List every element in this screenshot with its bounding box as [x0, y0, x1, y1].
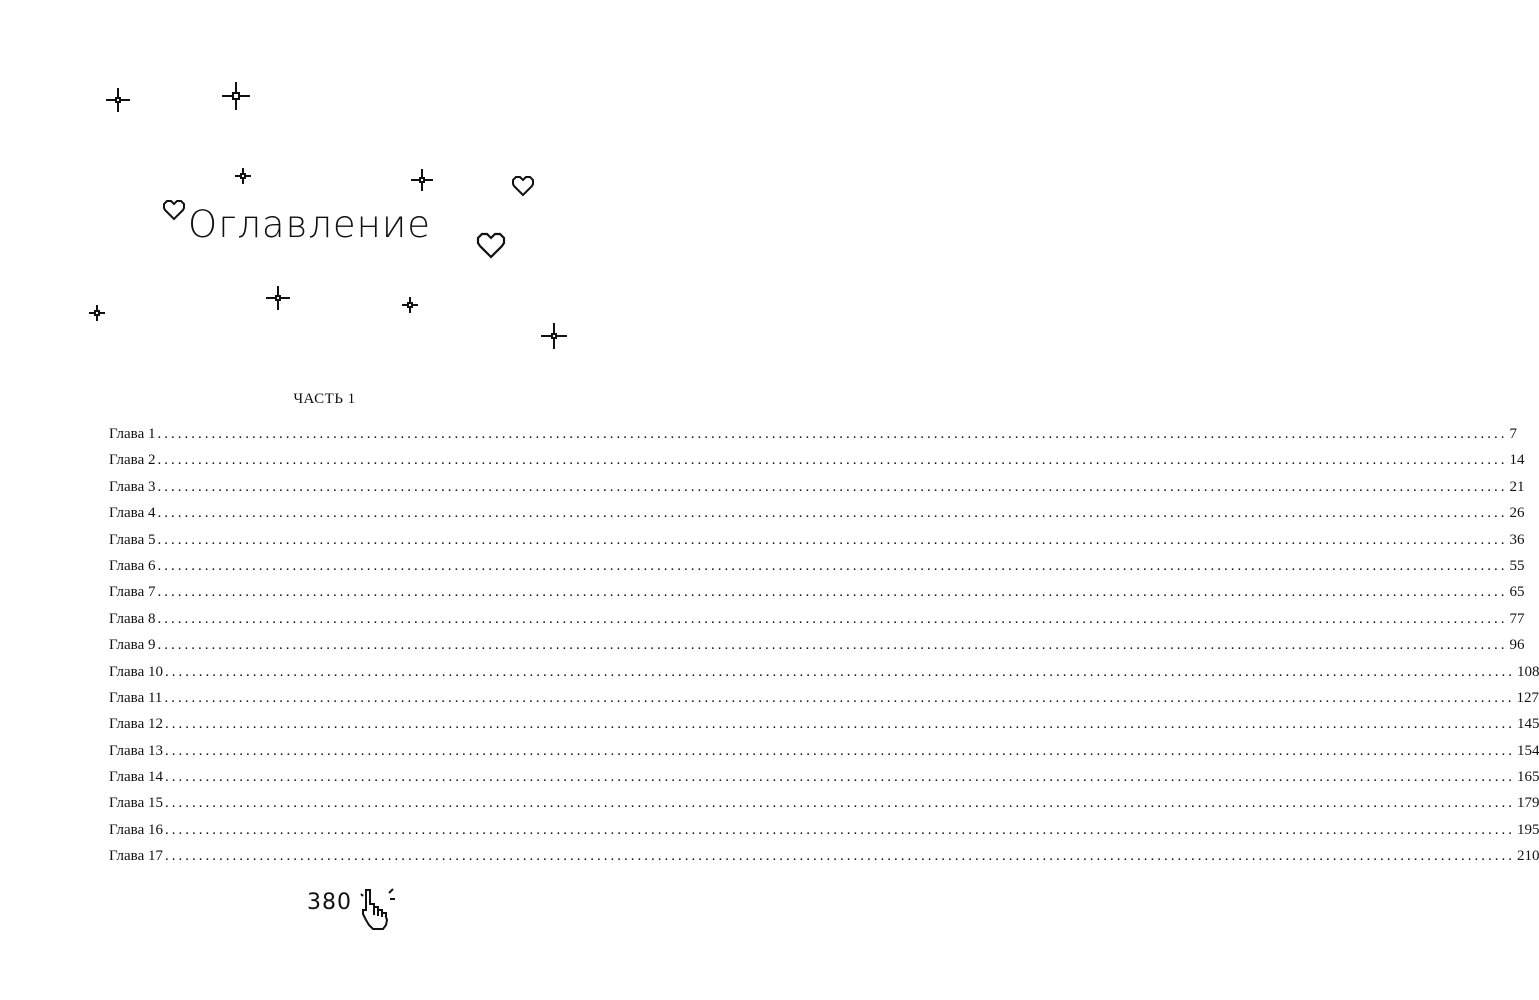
toc-entry	[109, 557, 1525, 584]
sparkle-icon	[402, 297, 418, 313]
page-title: Оглавление	[187, 203, 432, 246]
sparkle-icon	[541, 323, 567, 349]
toc-entry-label: Глава 3	[109, 478, 156, 495]
toc-entry-label: Глава 9	[109, 637, 156, 654]
toc-entry	[109, 452, 1525, 478]
toc-leader-dots: ........................................................................................................................................................................................................	[157, 452, 1508, 469]
toc-entry-page: 96	[1509, 637, 1525, 654]
toc-leader-dots: ........................................................................................................................................................................................................	[164, 821, 1515, 838]
toc-leader-dots: ........................................................................................................................................................................................................	[157, 426, 1508, 442]
toc-entry-page: 26	[1509, 505, 1525, 522]
toc-entry-page: 145	[1516, 716, 1539, 733]
toc-leader-dots: ........................................................................................................................................................................................................	[157, 584, 1508, 601]
toc-entry-page: 210	[1516, 848, 1539, 865]
toc-entry-label: Глава 1	[109, 426, 156, 442]
toc-entry-page: 21	[1509, 478, 1525, 495]
page-number: 380	[307, 890, 352, 915]
toc-leader-dots: ........................................................................................................................................................................................................	[164, 742, 1515, 759]
toc-entry-page: 77	[1509, 610, 1525, 627]
toc-entry-label: Глава 12	[109, 716, 163, 733]
toc-leader-dots: ........................................................................................................................................................................................................	[164, 769, 1515, 786]
toc-leader-dots: ........................................................................................................................................................................................................	[157, 557, 1508, 574]
toc-entry-label: Глава 4	[109, 505, 156, 522]
toc-entry-page: 195	[1516, 821, 1539, 838]
toc-entry	[109, 689, 1539, 716]
heart-icon	[511, 175, 535, 197]
toc-entry-label: Глава 8	[109, 610, 156, 627]
toc-entry-page: 127	[1516, 689, 1539, 706]
toc-entry	[109, 637, 1525, 663]
toc-entry-label: Глава 5	[109, 531, 156, 548]
toc-entry-page: 165	[1516, 769, 1539, 786]
toc-entry-label: Глава 15	[109, 795, 163, 812]
toc-leader-dots: ........................................................................................................................................................................................................	[157, 637, 1508, 654]
toc-leader-dots: ........................................................................................................................................................................................................	[164, 848, 1515, 865]
toc-entry-label: Глава 14	[109, 769, 163, 786]
toc-entry-label: Глава 2	[109, 452, 156, 469]
sparkle-icon	[222, 82, 250, 110]
sparkle-icon	[89, 305, 105, 321]
sparkle-icon	[106, 88, 130, 112]
sparkle-icon	[235, 168, 251, 184]
toc-entry-page: 14	[1509, 452, 1525, 469]
toc-entry	[109, 769, 1539, 795]
toc-entry-label: Глава 11	[109, 689, 163, 706]
toc-entry-label: Глава 17	[109, 848, 163, 865]
toc-entry-label: Глава 13	[109, 742, 163, 759]
toc-leader-dots: ........................................................................................................................................................................................................	[164, 716, 1515, 733]
toc-entry	[109, 505, 1525, 531]
toc-entry	[109, 610, 1525, 637]
toc-entry	[109, 426, 1517, 452]
toc-entry-page: 55	[1509, 557, 1525, 574]
toc-entry	[109, 531, 1525, 558]
toc-entry-page: 154	[1516, 742, 1539, 759]
toc-entry	[109, 478, 1525, 505]
toc-leader-dots: ........................................................................................................................................................................................................	[157, 478, 1508, 495]
toc-entry-label: Глава 10	[109, 663, 163, 680]
toc-entry-page: 7	[1509, 426, 1517, 442]
toc-leader-dots: ........................................................................................................................................................................................................	[157, 505, 1508, 522]
part-heading: ЧАСТЬ 1	[293, 391, 356, 407]
toc-entry-page: 179	[1516, 795, 1539, 812]
toc-entry	[109, 848, 1539, 874]
sparkle-icon	[266, 286, 290, 310]
toc-entry	[109, 795, 1539, 821]
toc-entry	[109, 584, 1525, 610]
toc-entry	[109, 663, 1539, 690]
table-of-contents	[109, 426, 1539, 875]
toc-leader-dots: ........................................................................................................................................................................................................	[164, 795, 1515, 812]
toc-leader-dots: ........................................................................................................................................................................................................	[164, 689, 1515, 706]
toc-entry-page: 36	[1509, 531, 1525, 548]
toc-entry	[109, 821, 1539, 848]
toc-leader-dots: ........................................................................................................................................................................................................	[157, 610, 1508, 627]
toc-entry-label: Глава 16	[109, 821, 163, 838]
toc-entry-page: 108	[1516, 663, 1539, 680]
toc-leader-dots: ........................................................................................................................................................................................................	[157, 531, 1508, 548]
toc-entry	[109, 742, 1539, 769]
toc-entry	[109, 716, 1539, 742]
toc-entry-page: 65	[1509, 584, 1525, 601]
sparkle-icon	[411, 169, 433, 191]
pointing-hand-icon	[360, 887, 396, 931]
toc-entry-label: Глава 7	[109, 584, 156, 601]
toc-entry-label: Глава 6	[109, 557, 156, 574]
toc-leader-dots: ........................................................................................................................................................................................................	[164, 663, 1515, 680]
